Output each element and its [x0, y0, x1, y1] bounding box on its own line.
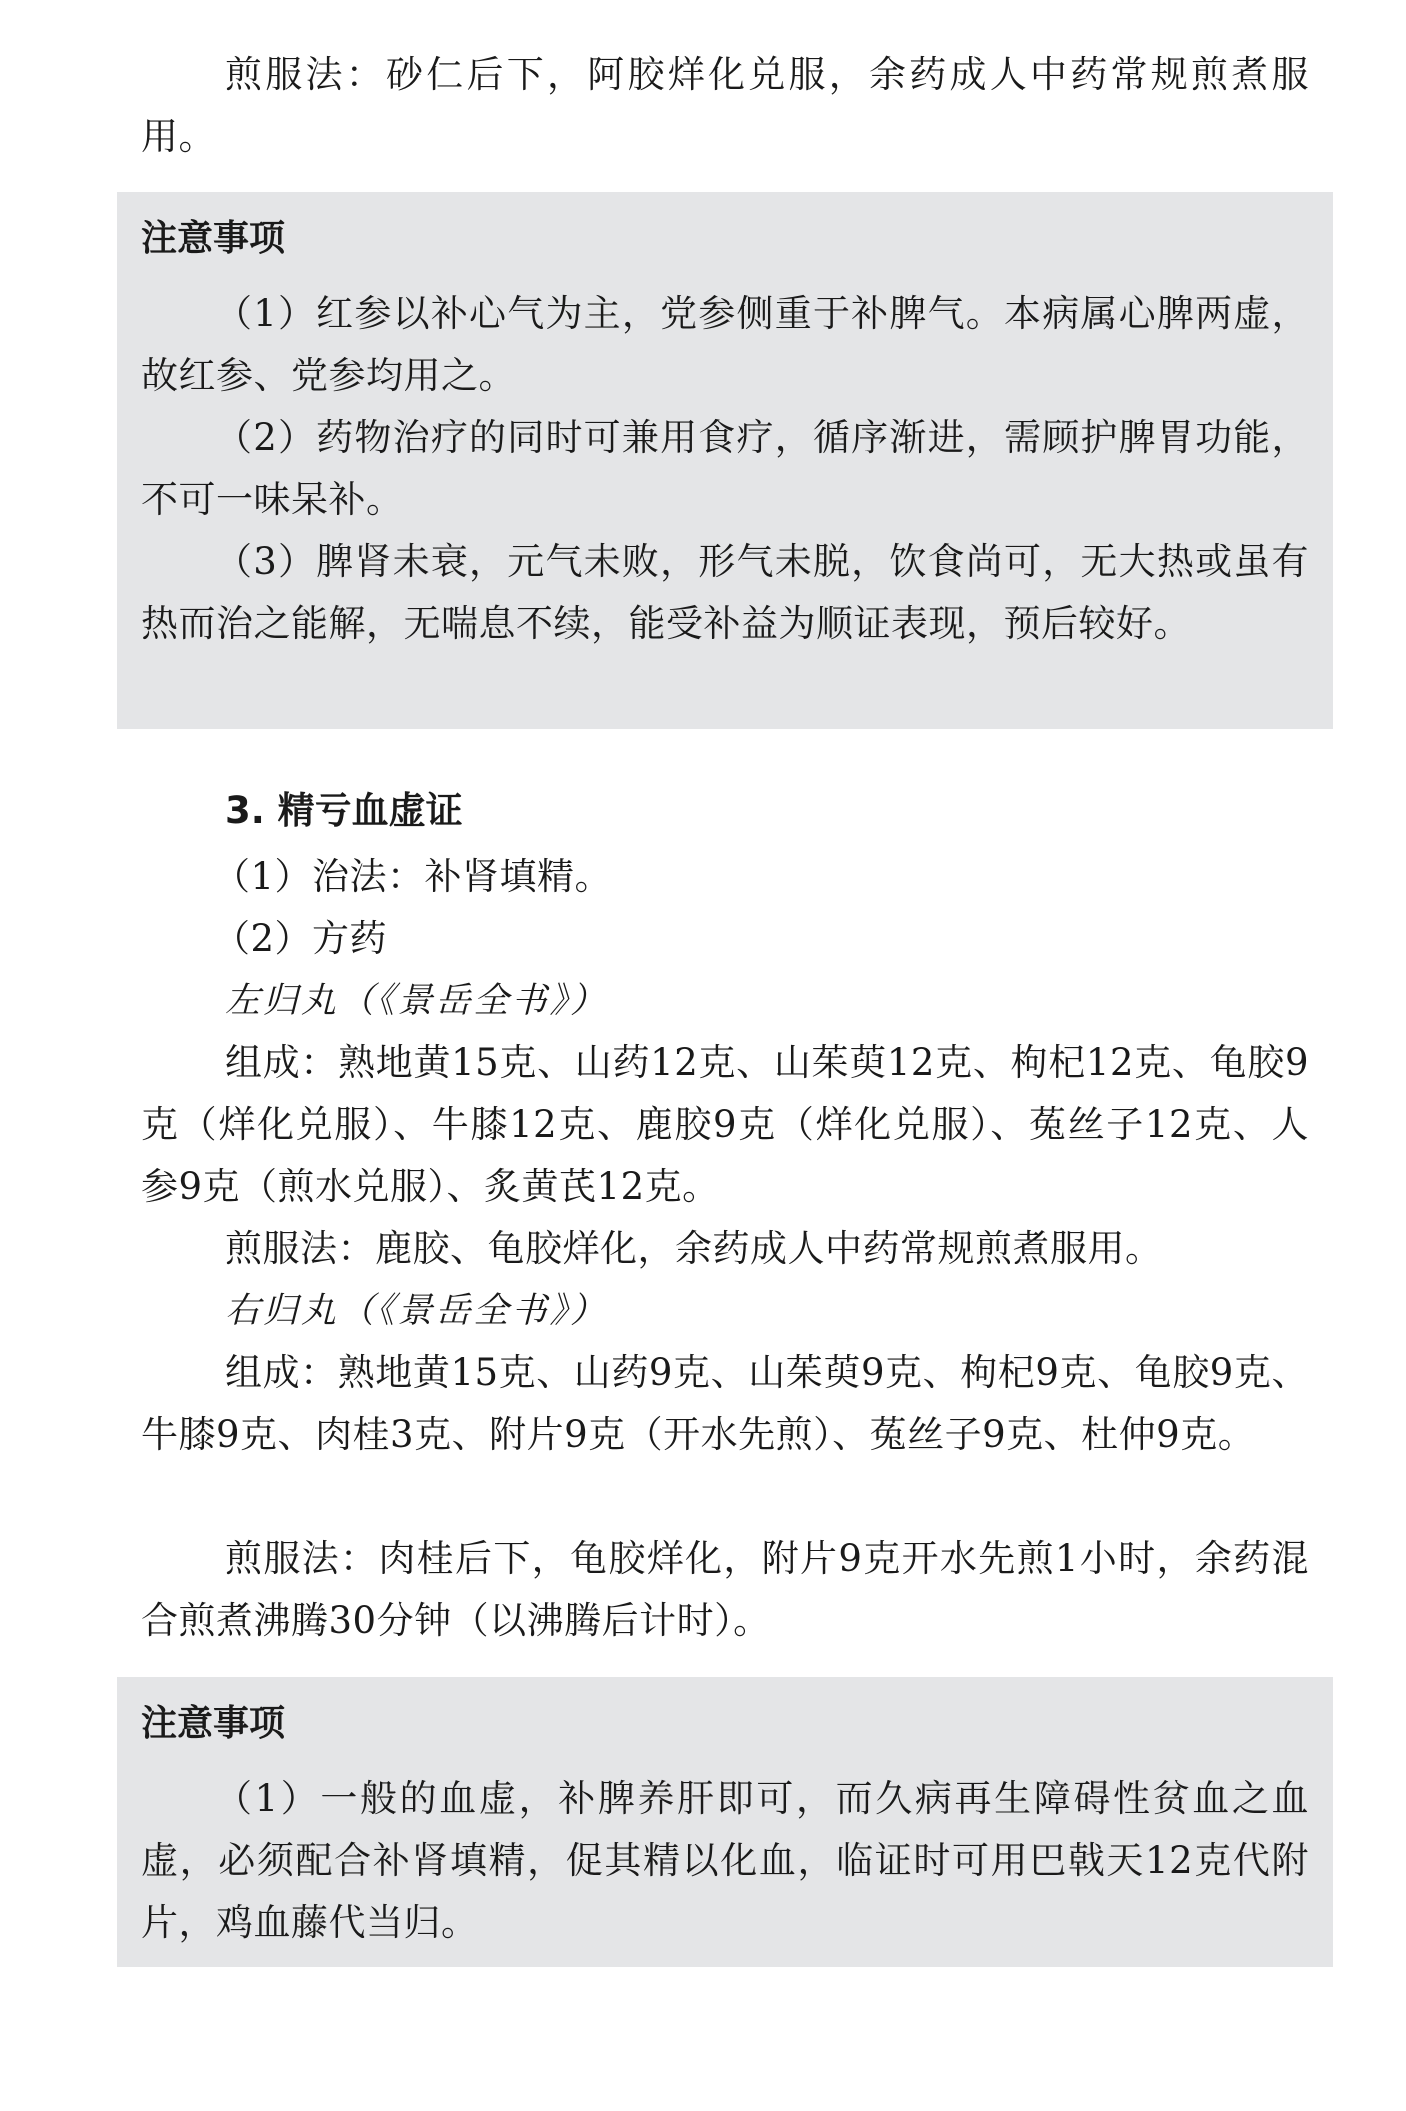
formula-2-composition: 组成：熟地黄15克、山药9克、山茱萸9克、枸杞9克、龟胶9克、牛膝9克、肉桂3克、附片9克（开水先煎）、菟丝子9克、杜仲9克。: [141, 1351, 1309, 1456]
note-box-1-item-1: （1）红参以补心气为主，党参侧重于补脾气。本病属心脾两虚，故红参、党参均用之。: [141, 292, 1309, 397]
formula-1-decoction: 煎服法：鹿胶、龟胶烊化，余药成人中药常规煎煮服用。: [225, 1227, 1163, 1270]
section-3-heading: 3. 精亏血虚证: [225, 789, 463, 832]
formula-2-name: 右归丸（《景岳全书》）: [225, 1291, 609, 1331]
note-box-1-item-2: （2）药物治疗的同时可兼用食疗，循序渐进，需顾护脾胃功能，不可一味呆补。: [141, 416, 1309, 521]
formula-1-composition: 组成：熟地黄15克、山药12克、山茱萸12克、枸杞12克、龟胶9克（烊化兑服）、牛膝12克、鹿胶9克（烊化兑服）、菟丝子12克、人参9克（煎水兑服）、炙黄芪12克。: [141, 1041, 1309, 1208]
note-box-1-title: 注意事项: [141, 218, 286, 259]
intro-decoction-paragraph: 煎服法：砂仁后下，阿胶烊化兑服，余药成人中药常规煎煮服用。: [141, 53, 1309, 158]
note-box-2-item-1: （1）一般的血虚，补脾养肝即可，而久病再生障碍性贫血之血虚，必须配合补肾填精，促其精以化血，临证时可用巴戟天12克代附片，鸡血藤代当归。: [141, 1777, 1309, 1944]
note-box-2-title: 注意事项: [141, 1703, 286, 1744]
section-3-prescription-label: （2）方药: [213, 917, 388, 960]
note-box-1: [117, 192, 1333, 729]
note-box-1-item-3: （3）脾肾未衰，元气未败，形气未脱，饮食尚可，无大热或虽有热而治之能解，无喘息不续，能受补益为顺证表现，预后较好。: [141, 540, 1309, 645]
note-box-2: [117, 1677, 1333, 1967]
formula-1-name: 左归丸（《景岳全书》）: [225, 981, 609, 1021]
section-3-treatment: （1）治法：补肾填精。: [213, 855, 613, 898]
formula-2-decoction: 煎服法：肉桂后下，龟胶烊化，附片9克开水先煎1小时，余药混合煎煮沸腾30分钟（以沸腾后计时）。: [141, 1537, 1309, 1642]
